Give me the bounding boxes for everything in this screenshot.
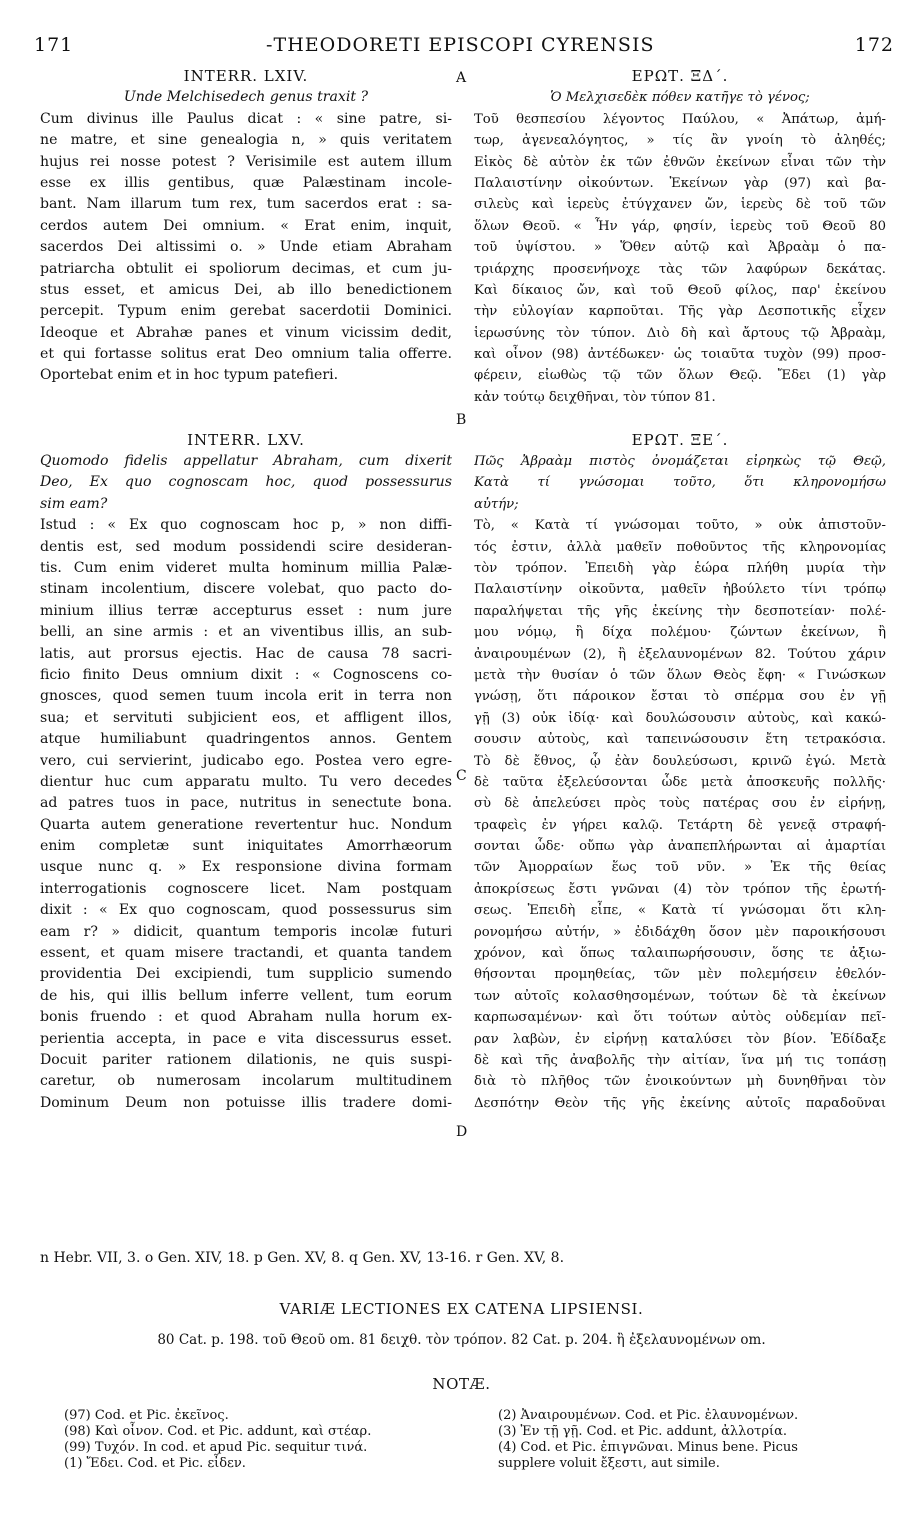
text-line: Εἰκὸς δὲ αὐτὸν ἐκ τῶν ἐθνῶν ἐκείνων εἶναι τῶν τὴν (474, 154, 886, 170)
text-line: δὲ καὶ τῆς ἀναβολῆς τὴν αἰτίαν, ἵνα μή τις τοπάσῃ (474, 1052, 886, 1068)
header-dash: - (266, 34, 274, 56)
text-line: Dominum Deum non potuisse illis tradere domi- (40, 1094, 452, 1111)
text-line: καρπωσαμένων· καὶ ὅτι τούτων αὐτὸς οὐδεμίαν πεῖ- (474, 1010, 886, 1026)
text-line: σιλεὺς καὶ ἱερεὺς ἐτύγχανεν ὤν, ἱερεὺς δὲ τοῦ τῶν (474, 197, 886, 213)
margin-marker-d: D (456, 1124, 468, 1140)
text-line: των αὐτοῖς κολασθησομένων, τούτων δὲ τὰ ἐκείνων (474, 988, 886, 1004)
text-line: ρονομήσω αὐτήν, » ἐδιδάχθη ὅσον μὲν παροικήσουσι (474, 924, 886, 940)
text-line: Quarta autem generatione revertentur huc. Nondum (40, 816, 452, 833)
text-line: θήσονται προμηθείας, τῶν μὲν πολεμήσειν ἐθελόν- (474, 967, 886, 983)
text-line: dixit : « Ex quo cognoscam, quod possessurus sim (40, 902, 452, 919)
text-line: γῇ (3) οὐκ ἰδίᾳ· καὶ δουλώσουσιν αὐτοὺς, καὶ κακώ- (474, 710, 886, 726)
text-line: Ideoque et Abrahæ panes et vinum vicissim dedit, (40, 324, 452, 341)
text-line: ἀναιρουμένων (2), ἢ ἐξελαυνομένων 82. Τούτου χάριν (474, 646, 886, 662)
text-line: percepit. Typum enim gerebat sacerdotii Dominici. (40, 303, 452, 320)
text-line: Καὶ δίκαιος ὤν, καὶ τοῦ Θεοῦ φίλος, παρ' ἐκείνου (474, 282, 886, 298)
text-line: τοῦ ὑψίστου. » Ὅθεν αὐτῷ καὶ Ἀβραὰμ ὁ πα- (474, 240, 886, 256)
running-title: THEODORETI EPISCOPI CYRENSIS (273, 34, 655, 56)
text-line: μου νόμῳ, ἢ δίχα πολέμου· ζώντων ἐκείνων, ἢ (474, 625, 886, 641)
text-line: Δεσπότην Θεὸν τῆς γῆς ἐκείνης αὐτοῖς παραδοῦναι (474, 1095, 886, 1111)
text-line: Istud : « Ex quo cognoscam hoc p, » non diffi- (40, 517, 452, 534)
text-line: ἀποκρίσεως ἔστι γνῶναι (4) τὸν τρόπον τῆς ἐρωτή- (474, 881, 886, 897)
page-number-left: 171 (34, 34, 74, 56)
text-line: ὅλων Θεοῦ. « Ἦν γάρ, φησίν, ἱερεὺς τοῦ Θεοῦ 80 (474, 218, 886, 234)
text-line: τωρ, ἀγενεαλόγητος, » τίς ἂν γνοίη τὸ ἀληθές; (474, 133, 886, 149)
text-line: usque nunc q. » Ex responsione divina formam (40, 859, 452, 876)
text-line: sim eam? (40, 495, 108, 512)
varia-lectiones-title: VARIÆ LECTIONES EX CATENA LIPSIENSI. (279, 1300, 644, 1318)
varia-lectiones-text: 80 Cat. p. 198. τοῦ Θεοῦ om. 81 δειχθ. τὸν τρόπον. 82 Cat. p. 204. ἢ ἐξελαυνομένων om. (157, 1332, 766, 1348)
text-line: esse ex illis gentibus, quæ Palæstinam incole- (40, 174, 452, 191)
text-line: Τοῦ θεσπεσίου λέγοντος Παύλου, « Ἀπάτωρ, ἀμή- (474, 111, 886, 127)
running-head (34, 34, 894, 60)
text-line: ΕΡΩΤ. ΞΕ΄. (631, 430, 729, 449)
text-line: γνώσῃ, ὅτι πάροικον ἔσται τὸ σπέρμα σου ἐν γῇ (474, 689, 886, 705)
text-line: ne matre, et sine genealogia n, » quis veritatem (40, 132, 452, 149)
text-line: et qui fortasse solitus erat Deo omnium talia offerre. (40, 346, 452, 363)
text-line: INTERR. LXIV. (183, 67, 309, 85)
text-line: τὸν τρόπον. Ἐπειδὴ γὰρ ἑώρα πλήθη μυρία τὴν (474, 560, 886, 576)
margin-marker-b: B (456, 412, 467, 428)
text-line: minium illius terræ accepturus esset : num jure (40, 602, 452, 619)
notes-left (64, 1408, 464, 1472)
text-line: ἱερωσύνης τὸν τύπον. Διὸ δὴ καὶ ἄρτους τῷ Ἀβραὰμ, (474, 325, 886, 341)
text-line: ficio finito Deus omnium dixit : « Cognoscens co- (40, 666, 452, 683)
scripture-references: n Hebr. VII, 3. o Gen. XIV, 18. p Gen. XV, 8. q Gen. XV, 13-16. r Gen. XV, 8. (40, 1250, 565, 1266)
note-4-cont: supplere voluit ἔξεστι, aut simile. (498, 1456, 720, 1471)
text-line: bant. Nam illarum tum rex, tum sacerdos erat : sa- (40, 196, 452, 213)
text-line: σονται ὧδε· οὔπω γὰρ ἀναπεπλήρωνται αἱ ἁμαρτίαι (474, 839, 886, 855)
note-4: (4) Cod. et Pic. ἐπιγνῶναι. Minus bene. Picus (498, 1440, 798, 1455)
text-line: αὐτήν; (474, 496, 519, 512)
text-line: Ὁ Μελχισεδὲκ πόθεν κατῆγε τὸ γένος; (550, 90, 810, 106)
margin-marker-a: A (456, 70, 467, 86)
text-line: τὴν εὐλογίαν καρποῦται. Τῆς γὰρ Δεσποτικῆς εἶχεν (474, 304, 886, 320)
text-line (40, 408, 452, 429)
text-line (40, 387, 452, 408)
text-line: INTERR. LXV. (187, 430, 305, 449)
page-number-right: 172 (854, 34, 894, 56)
text-line: τός ἐστιν, ἀλλὰ μαθεῖν ποθοῦντος τῆς κληρονομίας (474, 539, 886, 555)
text-line: Cum divinus ille Paulus dicat : « sine patre, si- (40, 110, 452, 127)
text-line: ραν λαβὼν, ἐν εἰρήνῃ καταλύσει τὸν βίον. Ἐδίδαξε (474, 1031, 886, 1047)
text-line: Παλαιστίνην οἰκοῦντα, μαθεῖν ἠβούλετο τίνι τρόπῳ (474, 582, 886, 598)
text-line: σεως. Ἐπειδὴ εἶπε, « Κατὰ τί γνώσομαι ὅτι κλη- (474, 903, 886, 919)
text-line: enim completæ sunt iniquitates Amorrhæorum (40, 838, 452, 855)
text-line: bonis fruendo : et quod Abraham nulla horum ex- (40, 1009, 452, 1026)
text-line: Κατὰ τί γνώσομαι τοῦτο, ὅτι κληρονομήσω (474, 475, 886, 491)
text-line: σουσιν αὐτοὺς, καὶ ταπεινώσουσιν ἔτη τετρακόσια. (474, 732, 886, 748)
text-line: belli, an sine armis : et an viventibus illis, an sub- (40, 624, 452, 641)
text-line: ΕΡΩΤ. ΞΔ΄. (631, 67, 729, 85)
latin-column (40, 66, 452, 1114)
note-99: (99) Τυχόν. In cod. et apud Pic. sequitur τινά. (64, 1440, 368, 1455)
text-line: Quomodo fidelis appellatur Abraham, cum dixerit (40, 453, 452, 470)
text-line: χρόνον, καὶ ὅπως ταλαιπωρήσουσιν, ὅσης τε ἀξιω- (474, 946, 886, 962)
text-line: vero, cui servierint, judicabo ego. Postea vero egre- (40, 752, 452, 769)
text-line: stus esset, et amicus Dei, ab illo benedictionem (40, 281, 452, 298)
text-line: Unde Melchisedech genus traxit ? (123, 89, 369, 106)
text-line: interrogationis cognoscere licet. Nam postquam (40, 880, 452, 897)
note-97: (97) Cod. et Pic. ἐκεῖνος. (64, 1408, 229, 1423)
text-line: Τὸ δὲ ἔθνος, ᾧ ἐὰν δουλεύσωσι, κρινῶ ἐγώ. Μετὰ (474, 753, 886, 769)
text-line: latis, aut prorsus ejectis. Hac de causa 78 sacri- (40, 645, 452, 662)
text-line: dentis est, sed modum possidendi scire desideran- (40, 538, 452, 555)
text-line: eam r? » didicit, quantum temporis incolæ futuri (40, 923, 452, 940)
notae-title: NOTÆ. (432, 1375, 491, 1393)
text-line: patriarcha obtulit ei spoliorum decimas, et cum ju- (40, 260, 452, 277)
text-line: Docuit pariter rationem dilationis, ne quis suspi- (40, 1051, 452, 1068)
text-line: παραλήψεται τῆς γῆς ἐκείνης τὴν δεσποτείαν· πολέ- (474, 603, 886, 619)
text-line: μετὰ τὴν θυσίαν ὁ τῶν ὅλων Θεὸς ἔφη· « Γινώσκων (474, 667, 886, 683)
text-line: διὰ τὸ πλῆθος τῶν ἐνοικούντων μὴ δυνηθῆναι τὸν (474, 1074, 886, 1090)
text-line: providentia Dei excipiendi, tum supplicio sumendo (40, 966, 452, 983)
text-line: atque humiliabunt quadringentos annos. Gentem (40, 731, 452, 748)
text-line: hujus rei nosse potest ? Verisimile est autem illum (40, 153, 452, 170)
note-2: (2) Ἀναιρουμένων. Cod. et Pic. ἐλαυνομένων. (498, 1408, 799, 1423)
text-line: stinam incolentium, discere volebat, quo pacto do- (40, 581, 452, 598)
note-3: (3) Ἐν τῇ γῇ. Cod. et Pic. addunt, ἀλλοτρία. (498, 1424, 788, 1439)
text-line: κἀν τούτῳ δειχθῆναι, τὸν τύπον 81. (474, 389, 716, 405)
text-line (474, 408, 886, 429)
text-line: Deo, Ex quo cognoscam hoc, quod possessurus (40, 474, 452, 491)
text-line: sacerdos Dei altissimi o. » Unde etiam Abraham (40, 239, 452, 256)
text-line: perientia accepta, in pace e vita discessurus esset. (40, 1030, 452, 1047)
text-line: Πῶς Ἀβραὰμ πιστὸς ὀνομάζεται εἰρηκὼς τῷ Θεῷ, (474, 454, 886, 470)
text-line: essent, et quam misere tractandi, et quanta tandem (40, 945, 452, 962)
text-line: cerdos autem Dei omnium. « Erat enim, inquit, (40, 217, 452, 234)
text-line: caretur, ob numerosam incolarum multitudinem (40, 1073, 452, 1090)
text-line: δὲ ταῦτα ἐξελεύσονται ὧδε μετὰ ἀποσκευῆς πολλῆς· (474, 774, 886, 790)
text-line: Παλαιστίνην οἰκούντων. Ἐκείνων γὰρ (97) καὶ βα- (474, 175, 886, 191)
text-line: τριάρχης προσενήνοχε τὰς τῶν λαφύρων δεκάτας. (474, 261, 886, 277)
text-line: τῶν Ἀμορραίων ἕως τοῦ νῦν. » Ἐκ τῆς θείας (474, 860, 886, 876)
text-line: gnosces, quod semen tuum incola erit in terra non (40, 688, 452, 705)
text-line: τραφεὶς ἐν γήρει καλῷ. Τετάρτη δὲ γενεᾷ στραφή- (474, 817, 886, 833)
text-line: καὶ οἶνον (98) ἀντέδωκεν· ὡς τοιαῦτα τυχὸν (99) προσ- (474, 347, 886, 363)
note-98: (98) Καὶ οἶνον. Cod. et Pic. addunt, καὶ στέαρ. (64, 1424, 372, 1439)
text-line: dientur huc cum apparatu multo. Tu vero decedes (40, 773, 452, 790)
note-1: (1) Ἔδει. Cod. et Pic. εἶδεν. (64, 1456, 246, 1471)
margin-marker-c: C (456, 768, 467, 784)
notes-right (498, 1408, 898, 1472)
text-line: ad patres tuos in pace, nutritus in senectute bona. (40, 795, 452, 812)
text-line: tis. Cum enim videret multa hominum millia Palæ- (40, 559, 452, 576)
greek-column (474, 66, 886, 1114)
text-line: σὺ δὲ ἀπελεύσει πρὸς τοὺς πατέρας σου ἐν εἰρήνῃ, (474, 796, 886, 812)
text-line: Τὸ, « Κατὰ τί γνώσομαι τοῦτο, » οὐκ ἀπιστοῦν- (474, 518, 886, 534)
text-line: Oportebat enim et in hoc typum patefieri. (40, 367, 339, 384)
text-line: sua; et servituti subjicient eos, et affligent illos, (40, 709, 452, 726)
text-line: φέρειν, εἰωθὼς τῷ τῶν ὅλων Θεῷ. Ἔδει (1) γὰρ (474, 368, 886, 384)
text-line: de his, qui illis bellum inferre vellent, tum eorum (40, 987, 452, 1004)
